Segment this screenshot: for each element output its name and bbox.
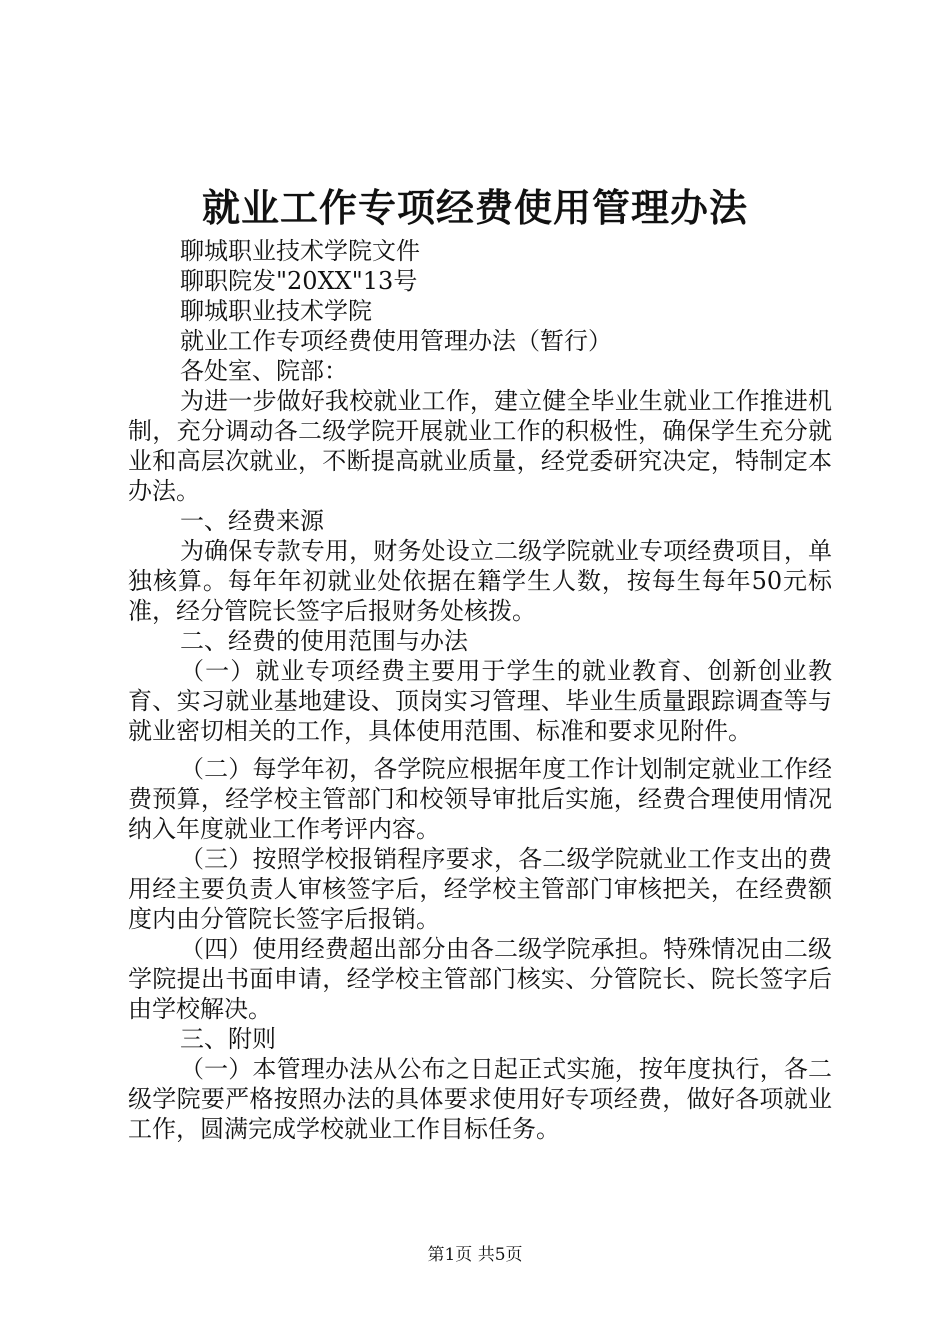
intro-paragraph: 为进一步做好我校就业工作，建立健全毕业生就业工作推进机制，充分调动各二级学院开展就业工作的积极性，确保学生充分就业和高层次就业，不断提高就业质量，经党委研究决定，特制定本办法。 bbox=[128, 387, 832, 505]
section2-paragraph-2: （二）每学年初，各学院应根据年度工作计划制定就业工作经费预算，经学校主管部门和校领导审批后实施，经费合理使用情况纳入年度就业工作考评内容。 bbox=[128, 755, 832, 843]
regulation-name-line: 就业工作专项经费使用管理办法（暂行） bbox=[180, 327, 612, 355]
issuer-line: 聊城职业技术学院文件 bbox=[180, 237, 420, 265]
document-title: 就业工作专项经费使用管理办法 bbox=[201, 185, 748, 230]
section-heading-usage-scope: 二、经费的使用范围与办法 bbox=[180, 627, 468, 655]
section-heading-funding-source: 一、经费来源 bbox=[180, 507, 324, 535]
salutation-line: 各处室、院部： bbox=[180, 357, 348, 385]
section-heading-supplementary: 三、附则 bbox=[180, 1025, 276, 1053]
section3-paragraph-1: （一）本管理办法从公布之日起正式实施，按年度执行，各二级学院要严格按照办法的具体要求使用好专项经费，做好各项就业工作，圆满完成学校就业工作目标任务。 bbox=[128, 1055, 832, 1143]
page-number-footer: 第1页 共5页 bbox=[427, 1245, 523, 1265]
document-number-line: 聊职院发"20XX"13号 bbox=[180, 267, 418, 295]
section2-paragraph-1: （一）就业专项经费主要用于学生的就业教育、创新创业教育、实习就业基地建设、顶岗实习管理、毕业生质量跟踪调查等与就业密切相关的工作，具体使用范围、标准和要求见附件。 bbox=[128, 657, 832, 745]
section1-paragraph: 为确保专款专用，财务处设立二级学院就业专项经费项目，单独核算。每年年初就业处依据在籍学生人数，按每生每年50元标准，经分管院长签字后报财务处核拨。 bbox=[128, 537, 832, 625]
document-body bbox=[128, 236, 832, 1144]
section2-paragraph-4: （四）使用经费超出部分由各二级学院承担。特殊情况由二级学院提出书面申请，经学校主管部门核实、分管院长、院长签字后由学校解决。 bbox=[128, 935, 832, 1023]
section2-paragraph-3: （三）按照学校报销程序要求，各二级学院就业工作支出的费用经主要负责人审核签字后，经学校主管部门审核把关，在经费额度内由分管院长签字后报销。 bbox=[128, 845, 832, 933]
institution-line: 聊城职业技术学院 bbox=[180, 297, 372, 325]
